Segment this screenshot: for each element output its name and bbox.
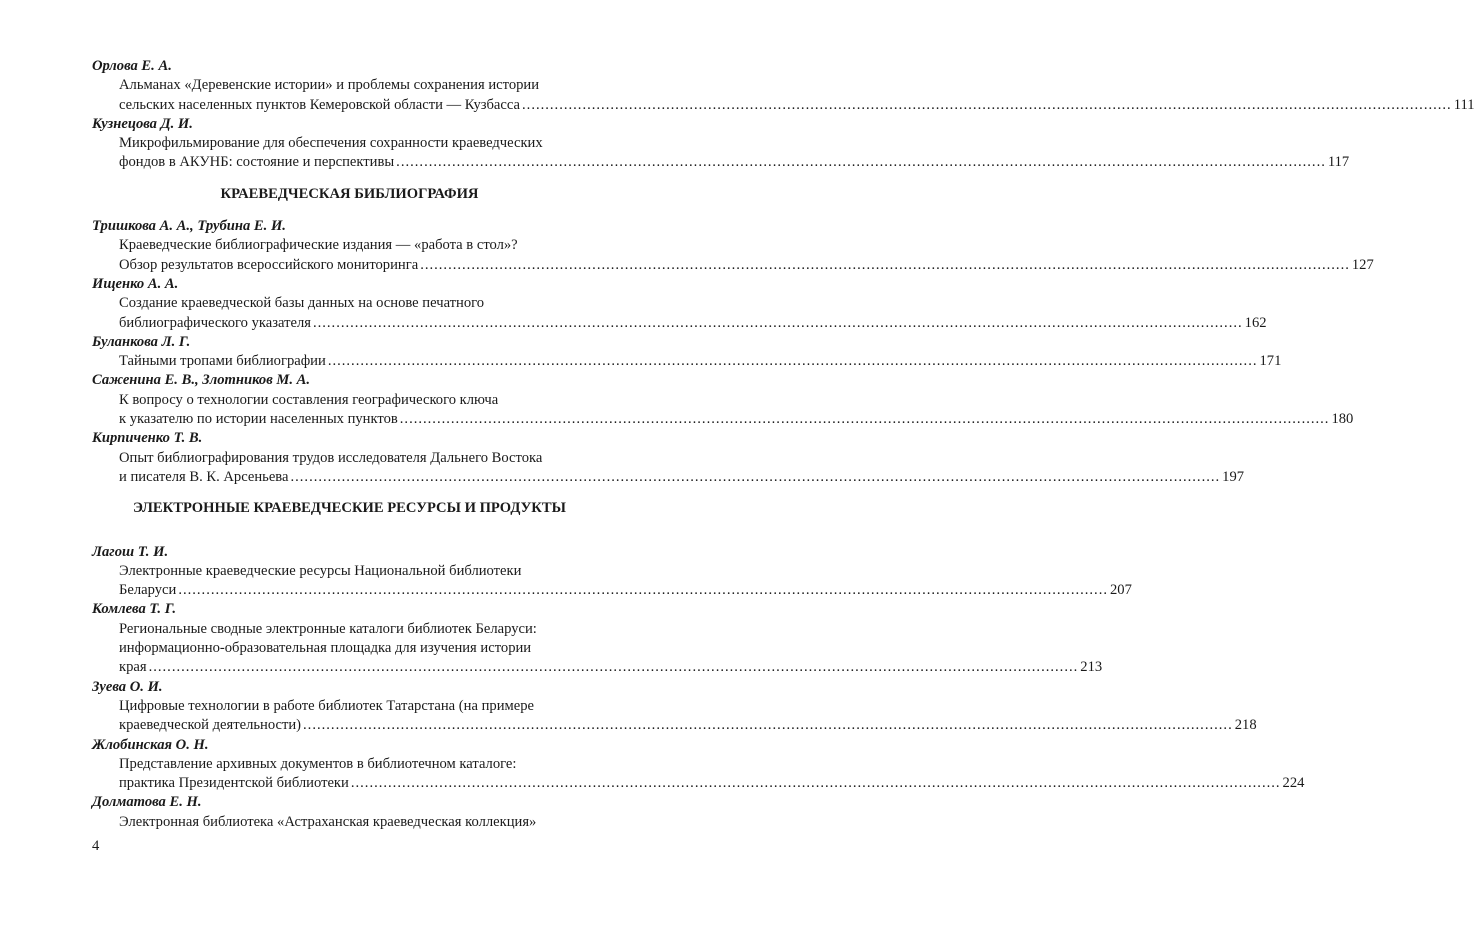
entry-title-last-line <box>92 256 1374 275</box>
entry-title-text: Тайными тропами библиографии <box>119 353 326 370</box>
entry-title-line: Опыт библиографирования трудов исследователя Дальнего Востока <box>119 449 543 466</box>
dot-leader: ........................................................................................................................................................................................................ <box>148 659 1079 676</box>
toc-content <box>92 57 1475 832</box>
page-number: 4 <box>92 838 100 854</box>
entry-title-line: К вопросу о технологии составления географического ключа <box>119 391 499 408</box>
entry-page-number: 197 <box>1222 468 1245 485</box>
entry-title-line: Электронные краеведческие ресурсы Национальной библиотеки <box>119 562 522 579</box>
entry-title-text: Беларуси <box>119 582 177 599</box>
entry-author: Комлева Т. Г. <box>92 601 177 618</box>
entry-author: Саженина Е. В., Злотников М. А. <box>92 372 311 389</box>
dot-leader: ........................................................................................................................................................................................................ <box>522 96 1452 113</box>
entry-title-last-line <box>92 314 1267 333</box>
entry-title-line: Цифровые технологии в работе библиотек Татарстана (на примере <box>119 697 534 714</box>
dot-leader: ........................................................................................................................................................................................................ <box>312 314 1243 331</box>
entry-title-line: Создание краеведческой базы данных на основе печатного <box>119 295 485 312</box>
dot-leader: ........................................................................................................................................................................................................ <box>396 154 1326 171</box>
entry-title-last-line <box>92 352 1282 371</box>
entries-group-c <box>92 543 1305 794</box>
toc-entry <box>92 217 1374 275</box>
entry-author: Долматова Е. Н. <box>92 794 202 811</box>
entry-title-text: библиографического указателя <box>119 314 311 331</box>
entry-title-text: и писателя В. К. Арсеньева <box>119 468 289 485</box>
toc-entry <box>92 543 1132 601</box>
dot-leader: ........................................................................................................................................................................................................ <box>290 468 1221 485</box>
entry-page-number: 171 <box>1259 353 1282 370</box>
entry-title-text: практика Президентской библиотеки <box>119 775 349 792</box>
entry-title-text: к указателю по истории населенных пунктов <box>119 411 398 428</box>
dot-leader: ........................................................................................................................................................................................................ <box>399 411 1330 428</box>
dot-leader: ........................................................................................................................................................................................................ <box>420 256 1350 273</box>
entry-page-number: 180 <box>1331 411 1354 428</box>
entry-title-line: Представление архивных документов в библиотечном каталоге: <box>119 755 517 772</box>
toc-entry <box>92 371 1354 429</box>
toc-entry <box>92 600 1103 677</box>
entry-title-line: Электронная библиотека «Астраханская краеведческая коллекция» <box>119 813 537 830</box>
toc-entry <box>92 57 1475 115</box>
toc-entry <box>92 115 1350 173</box>
section-heading-electronic-resources: ЭЛЕКТРОННЫЕ КРАЕВЕДЧЕСКИЕ РЕСУРСЫ И ПРОДУКТЫ <box>133 500 566 517</box>
entry-author: Буланкова Л. Г. <box>92 333 191 350</box>
entry-title-last-line <box>92 410 1354 429</box>
entry-page-number: 111 <box>1453 96 1475 113</box>
entry-author: Орлова Е. А. <box>92 58 172 74</box>
entry-page-number: 127 <box>1351 256 1374 273</box>
entry-author: Тришкова А. А., Трубина Е. И. <box>92 218 286 235</box>
entry-page-number: 218 <box>1234 717 1257 734</box>
entry-page-number: 162 <box>1244 314 1267 331</box>
dot-leader: ........................................................................................................................................................................................................ <box>350 775 1281 792</box>
entry-title-line: Микрофильмирование для обеспечения сохранности краеведческих <box>119 135 543 152</box>
entry-title-line: информационно-образовательная площадка для изучения истории <box>119 640 532 657</box>
entries-group-b <box>92 217 1374 487</box>
entry-title-line: Альманах «Деревенские истории» и проблемы сохранения истории <box>119 77 540 94</box>
entry-title-text: фондов в АКУНБ: состояние и перспективы <box>119 154 395 171</box>
toc-entry <box>92 429 1245 487</box>
dot-leader: ........................................................................................................................................................................................................ <box>327 353 1258 370</box>
toc-entry <box>92 736 1305 794</box>
toc-entry-final <box>92 793 607 832</box>
entry-title-last-line <box>92 153 1350 172</box>
entry-author: Кирпиченко Т. В. <box>92 430 203 447</box>
toc-entry <box>92 333 1282 372</box>
entry-title-text: края <box>119 659 147 676</box>
entry-title-last-line <box>92 716 1257 735</box>
entry-title-text: Обзор результатов всероссийского мониторинга <box>119 256 419 273</box>
entry-title-line: Региональные сводные электронные каталоги библиотек Беларуси: <box>119 620 537 637</box>
entry-title-text: сельских населенных пунктов Кемеровской области — Кузбасса <box>119 96 521 113</box>
entry-author: Зуева О. И. <box>92 678 163 695</box>
entry-title-last-line <box>92 581 1132 600</box>
entry-author: Лагош Т. И. <box>92 543 169 560</box>
dot-leader: ........................................................................................................................................................................................................ <box>178 582 1108 599</box>
entry-page-number: 213 <box>1080 659 1103 676</box>
section-heading-bibliography: КРАЕВЕДЧЕСКАЯ БИБЛИОГРАФИЯ <box>220 185 479 202</box>
entry-title-line: Краеведческие библиографические издания — «работа в стол»? <box>119 237 518 254</box>
toc-entry <box>92 275 1267 333</box>
entry-author: Ищенко А. А. <box>92 275 179 292</box>
entry-title-last-line <box>92 774 1305 793</box>
entry-page-number: 224 <box>1282 775 1305 792</box>
entry-title-last-line <box>92 658 1103 677</box>
entry-page-number: 207 <box>1110 582 1132 599</box>
entry-title-last-line <box>92 96 1475 115</box>
entries-group-a <box>92 57 1475 173</box>
entry-title-last-line <box>92 468 1245 487</box>
entry-author: Кузнецова Д. И. <box>92 115 193 132</box>
entry-title-text: краеведческой деятельности) <box>119 717 302 734</box>
entry-author: Жлобинская О. Н. <box>92 736 209 753</box>
dot-leader: ........................................................................................................................................................................................................ <box>303 717 1233 734</box>
entry-page-number: 117 <box>1327 154 1350 171</box>
toc-entry <box>92 678 1257 736</box>
